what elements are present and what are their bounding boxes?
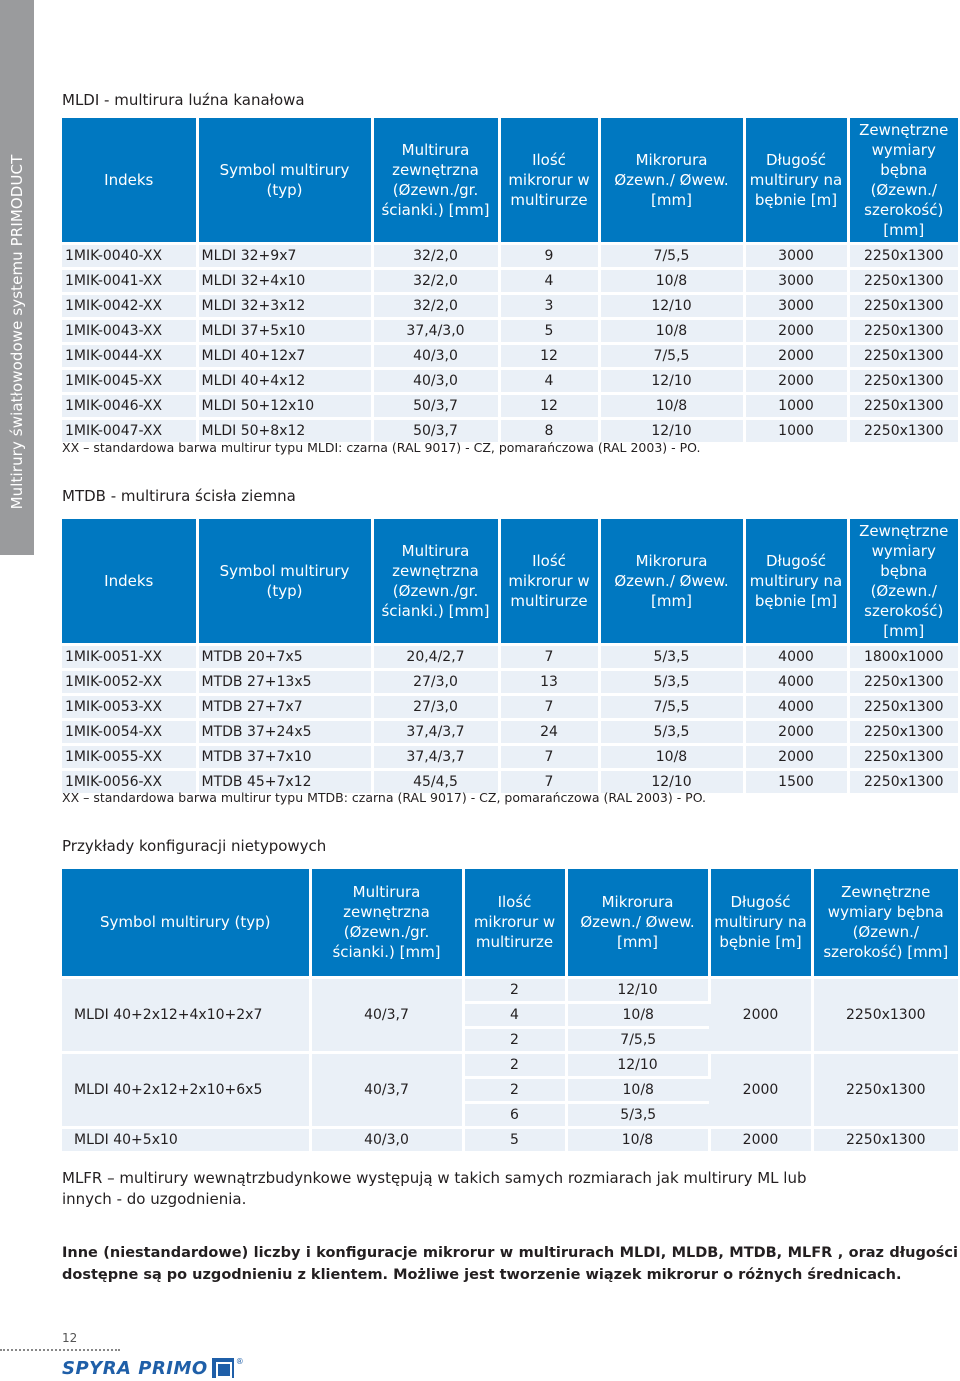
table-cell: 5 (499, 319, 599, 344)
config-micro: 12/10 (566, 1052, 709, 1077)
table-row (62, 645, 958, 670)
config-drum: 2250x1300 (812, 1052, 958, 1127)
table-cell: 24 (499, 720, 599, 745)
table-row (62, 1052, 958, 1077)
column-header: Mikrorura Øzewn./ Øwew. [mm] (566, 869, 709, 977)
table-cell: 4000 (744, 645, 848, 670)
config-count: 5 (463, 1127, 566, 1151)
table-cell: MLDI 50+12x10 (197, 394, 372, 419)
table-cell: 10/8 (599, 319, 744, 344)
dotted-rule (0, 1349, 120, 1351)
table-cell: MTDB 27+7x7 (197, 695, 372, 720)
config-outer: 40/3,0 (310, 1127, 463, 1151)
table-cell: 10/8 (599, 269, 744, 294)
table-cell: MLDI 32+9x7 (197, 244, 372, 269)
table-cell: 37,4/3,7 (372, 745, 499, 770)
table-cell: 2250x1300 (848, 244, 958, 269)
table-cell: 13 (499, 670, 599, 695)
table-row (62, 269, 958, 294)
table-cell: 5/3,5 (599, 670, 744, 695)
table-cell: 7/5,5 (599, 344, 744, 369)
mlfr-note: MLFR – multirury wewnątrzbudynkowe występują w takich samych rozmiarach jak multirury ML lub innych - do uzgodnienia. (62, 1169, 807, 1208)
config-length: 2000 (709, 1052, 812, 1127)
table-cell: 1MIK-0042-XX (62, 294, 197, 319)
config-header-row (62, 869, 958, 977)
table-cell: 1MIK-0040-XX (62, 244, 197, 269)
table-cell: 1MIK-0056-XX (62, 770, 197, 794)
column-header: Multirura zewnętrzna (Øzewn./gr. ścianki.) [mm] (310, 869, 463, 977)
column-header: Indeks (62, 519, 197, 645)
table-cell: 10/8 (599, 745, 744, 770)
table-cell: 2000 (744, 720, 848, 745)
config-micro: 7/5,5 (566, 1027, 709, 1052)
table-cell: 10/8 (599, 394, 744, 419)
table-cell: MLDI 40+4x12 (197, 369, 372, 394)
table-cell: 1MIK-0041-XX (62, 269, 197, 294)
custom-config-note: Inne (niestandardowe) liczby i konfiguracje mikrorur w multirurach MLDI, MLDB, MTDB, MLFR , oraz długości dostępne są po uzgodnieniu z klientem. Możliwe jest tworzenie wiązek mikrorur o różnych średnicach. (62, 1245, 958, 1283)
column-header: Długość multirury na bębnie [m] (744, 519, 848, 645)
table-cell: MTDB 20+7x5 (197, 645, 372, 670)
table-cell: 1MIK-0047-XX (62, 419, 197, 443)
table-cell: 40/3,0 (372, 344, 499, 369)
table-cell: 2250x1300 (848, 269, 958, 294)
table-row (62, 977, 958, 1002)
config-drum: 2250x1300 (812, 977, 958, 1052)
config-micro: 10/8 (566, 1002, 709, 1027)
table-cell: 1MIK-0044-XX (62, 344, 197, 369)
config-symbol: MLDI 40+2x12+4x10+2x7 (62, 977, 310, 1052)
config-count: 2 (463, 1077, 566, 1102)
column-header: Multirura zewnętrzna (Øzewn./gr. ścianki.) [mm] (372, 118, 499, 244)
table-cell: MTDB 37+24x5 (197, 720, 372, 745)
table-cell: 12/10 (599, 294, 744, 319)
table-cell: 50/3,7 (372, 419, 499, 443)
table-cell: 3000 (744, 294, 848, 319)
table-cell: 45/4,5 (372, 770, 499, 794)
table-cell: 2000 (744, 319, 848, 344)
table-cell: 4000 (744, 695, 848, 720)
column-header: Zewnętrzne wymiary bębna (Øzewn./ szerokość) [mm] (848, 519, 958, 645)
table-row (62, 695, 958, 720)
table-cell: 1MIK-0052-XX (62, 670, 197, 695)
table-cell: 1500 (744, 770, 848, 794)
column-header: Zewnętrzne wymiary bębna (Øzewn./ szerokość) [mm] (812, 869, 958, 977)
table-cell: 40/3,0 (372, 369, 499, 394)
table-cell: 7/5,5 (599, 695, 744, 720)
registered-icon: ® (235, 1357, 244, 1366)
column-header: Długość multirury na bębnie [m] (709, 869, 812, 977)
table-cell: 12 (499, 394, 599, 419)
table-row (62, 670, 958, 695)
config-count: 6 (463, 1102, 566, 1127)
table-cell: 27/3,0 (372, 670, 499, 695)
mtdb-title: MTDB - multirura ścisła ziemna (62, 487, 296, 505)
table-cell: 20,4/2,7 (372, 645, 499, 670)
config-drum: 2250x1300 (812, 1127, 958, 1151)
table-cell: 7 (499, 645, 599, 670)
column-header: Mikrorura Øzewn./ Øwew. [mm] (599, 519, 744, 645)
table-cell: 3000 (744, 244, 848, 269)
table-cell: 12/10 (599, 770, 744, 794)
table-cell: 50/3,7 (372, 394, 499, 419)
config-count: 4 (463, 1002, 566, 1027)
table-cell: 2000 (744, 745, 848, 770)
config-micro: 12/10 (566, 977, 709, 1002)
table-cell: 2250x1300 (848, 344, 958, 369)
table-cell: 27/3,0 (372, 695, 499, 720)
table-row (62, 344, 958, 369)
mldi-title: MLDI - multirura luźna kanałowa (62, 91, 305, 109)
config-outer: 40/3,7 (310, 1052, 463, 1127)
table-cell: 3000 (744, 269, 848, 294)
config-symbol: MLDI 40+2x12+2x10+6x5 (62, 1052, 310, 1127)
table-cell: 7 (499, 770, 599, 794)
table-cell: 2250x1300 (848, 745, 958, 770)
table-cell: MTDB 27+13x5 (197, 670, 372, 695)
config-length: 2000 (709, 977, 812, 1052)
table-row (62, 244, 958, 269)
table-cell: MLDI 37+5x10 (197, 319, 372, 344)
table-cell: 5/3,5 (599, 645, 744, 670)
table-cell: MTDB 37+7x10 (197, 745, 372, 770)
table-row (62, 394, 958, 419)
mtdb-header-row (62, 519, 958, 645)
table-cell: 2000 (744, 344, 848, 369)
column-header: Symbol multirury (typ) (62, 869, 310, 977)
table-cell: MLDI 40+12x7 (197, 344, 372, 369)
config-count: 2 (463, 1052, 566, 1077)
config-micro: 10/8 (566, 1127, 709, 1151)
table-cell: 1MIK-0046-XX (62, 394, 197, 419)
table-cell: 37,4/3,7 (372, 720, 499, 745)
column-header: Multirura zewnętrzna (Øzewn./gr. ścianki.) [mm] (372, 519, 499, 645)
mtdb-table (62, 519, 958, 793)
column-header: Zewnętrzne wymiary bębna (Øzewn./ szerokość) [mm] (848, 118, 958, 244)
table-cell: 2250x1300 (848, 770, 958, 794)
table-cell: 12/10 (599, 369, 744, 394)
table-cell: 1800x1000 (848, 645, 958, 670)
page-number: 12 (62, 1331, 78, 1345)
table-cell: 4 (499, 269, 599, 294)
table-cell: 4000 (744, 670, 848, 695)
mldi-header-row (62, 118, 958, 244)
config-title: Przykłady konfiguracji nietypowych (62, 837, 327, 855)
table-cell: MLDI 32+4x10 (197, 269, 372, 294)
table-cell: 12/10 (599, 419, 744, 443)
table-cell: 37,4/3,0 (372, 319, 499, 344)
table-cell: 2000 (744, 369, 848, 394)
column-header: Mikrorura Øzewn./ Øwew. [mm] (599, 118, 744, 244)
mldi-note: XX – standardowa barwa multirur typu MLDI: czarna (RAL 9017) - CZ, pomarańczowa (RAL 2003) - PO. (62, 440, 701, 455)
table-cell: 1MIK-0051-XX (62, 645, 197, 670)
table-cell: 2250x1300 (848, 720, 958, 745)
table-cell: 2250x1300 (848, 419, 958, 443)
table-cell: MLDI 50+8x12 (197, 419, 372, 443)
config-micro: 5/3,5 (566, 1102, 709, 1127)
table-cell: 2250x1300 (848, 394, 958, 419)
table-row (62, 419, 958, 443)
table-cell: 5/3,5 (599, 720, 744, 745)
table-cell: 2250x1300 (848, 695, 958, 720)
config-count: 2 (463, 977, 566, 1002)
table-cell: 1000 (744, 394, 848, 419)
table-row (62, 294, 958, 319)
config-length: 2000 (709, 1127, 812, 1151)
mtdb-note: XX – standardowa barwa multirur typu MTDB: czarna (RAL 9017) - CZ, pomarańczowa (RAL 2003) - PO. (62, 790, 707, 805)
table-cell: 1000 (744, 419, 848, 443)
table-cell: 9 (499, 244, 599, 269)
table-cell: 2250x1300 (848, 369, 958, 394)
table-row (62, 745, 958, 770)
config-symbol: MLDI 40+5x10 (62, 1127, 310, 1151)
table-cell: 2250x1300 (848, 294, 958, 319)
table-cell: 7 (499, 695, 599, 720)
column-header: Ilość mikrorur w multirurze (463, 869, 566, 977)
config-table (62, 869, 958, 1151)
table-cell: 1MIK-0055-XX (62, 745, 197, 770)
table-cell: 3 (499, 294, 599, 319)
logo-mark-icon (212, 1358, 234, 1378)
column-header: Długość multirury na bębnie [m] (744, 118, 848, 244)
table-row (62, 369, 958, 394)
table-cell: 8 (499, 419, 599, 443)
sidebar-band (0, 0, 34, 555)
config-micro: 10/8 (566, 1077, 709, 1102)
table-cell: 7 (499, 745, 599, 770)
table-cell: 4 (499, 369, 599, 394)
table-row (62, 319, 958, 344)
column-header: Symbol multirury (typ) (197, 519, 372, 645)
table-cell: 32/2,0 (372, 294, 499, 319)
sidebar-title: Multirury światłowodowe systemu PRIMODUCT (8, 154, 26, 510)
table-cell: 1MIK-0043-XX (62, 319, 197, 344)
config-outer: 40/3,7 (310, 977, 463, 1052)
config-count: 2 (463, 1027, 566, 1052)
spyra-primo-logo (62, 1357, 244, 1379)
table-cell: 1MIK-0045-XX (62, 369, 197, 394)
logo-text: SPYRA PRIMO (62, 1357, 208, 1379)
table-cell: 1MIK-0054-XX (62, 720, 197, 745)
column-header: Ilość mikrorur w multirurze (499, 118, 599, 244)
table-cell: 7/5,5 (599, 244, 744, 269)
column-header: Ilość mikrorur w multirurze (499, 519, 599, 645)
mldi-table (62, 118, 958, 442)
table-cell: 12 (499, 344, 599, 369)
table-cell: 32/2,0 (372, 244, 499, 269)
table-cell: 2250x1300 (848, 670, 958, 695)
table-cell: MTDB 45+7x12 (197, 770, 372, 794)
table-cell: 2250x1300 (848, 319, 958, 344)
column-header: Symbol multirury (typ) (197, 118, 372, 244)
table-cell: 32/2,0 (372, 269, 499, 294)
table-cell: MLDI 32+3x12 (197, 294, 372, 319)
table-row (62, 720, 958, 745)
table-cell: 1MIK-0053-XX (62, 695, 197, 720)
table-row (62, 1127, 958, 1151)
column-header: Indeks (62, 118, 197, 244)
